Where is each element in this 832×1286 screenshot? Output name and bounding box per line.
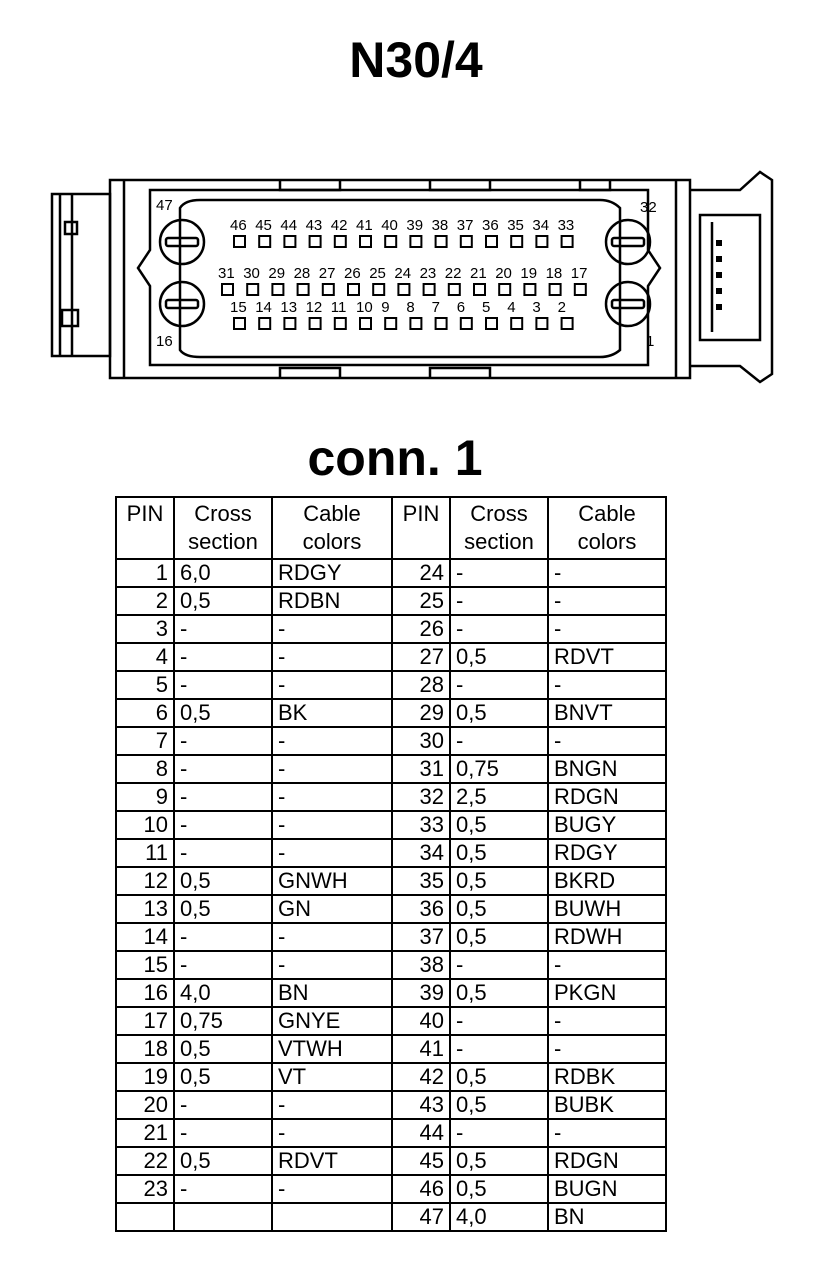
cross-section-left-cell: - bbox=[174, 1175, 272, 1203]
pin-socket bbox=[562, 318, 573, 329]
pin-socket bbox=[234, 236, 245, 247]
cross-section-right-cell: 0,5 bbox=[450, 1091, 548, 1119]
pin-right-cell: 33 bbox=[392, 811, 450, 839]
pin-number-label: 39 bbox=[406, 217, 424, 234]
cross-section-left-cell: - bbox=[174, 671, 272, 699]
pin-number-label: 26 bbox=[344, 265, 361, 282]
cable-color-left-cell: BK bbox=[272, 699, 392, 727]
pin-number-label: 12 bbox=[305, 299, 323, 316]
cable-color-right-cell: BNVT bbox=[548, 699, 666, 727]
pin-socket bbox=[499, 284, 510, 295]
pin-right-cell: 30 bbox=[392, 727, 450, 755]
pin-socket bbox=[222, 284, 233, 295]
table-row bbox=[116, 643, 666, 671]
pin-number-label: 28 bbox=[293, 265, 311, 282]
pin-socket bbox=[373, 284, 384, 295]
cable-color-right-cell: PKGN bbox=[548, 979, 666, 1007]
table-row bbox=[116, 923, 666, 951]
pin-right-cell: 44 bbox=[392, 1119, 450, 1147]
page-title: N30/4 bbox=[349, 32, 483, 88]
pin-socket bbox=[410, 318, 421, 329]
cable-color-right-cell: BNGN bbox=[548, 755, 666, 783]
pin-left-cell: 16 bbox=[116, 979, 174, 1007]
table-row bbox=[116, 951, 666, 979]
pin-number-label: 25 bbox=[369, 265, 386, 282]
pin-socket bbox=[234, 318, 245, 329]
pin-right-cell: 43 bbox=[392, 1091, 450, 1119]
cable-color-right-cell: BKRD bbox=[548, 867, 666, 895]
pin-number-label: 45 bbox=[255, 217, 272, 234]
pin-left-cell: 15 bbox=[116, 951, 174, 979]
pin-right-cell: 35 bbox=[392, 867, 450, 895]
cable-color-left-cell bbox=[272, 1203, 392, 1231]
pin-left-cell: 7 bbox=[116, 727, 174, 755]
screw-icon bbox=[606, 282, 650, 326]
table-row bbox=[116, 1175, 666, 1203]
pin-right-cell: 41 bbox=[392, 1035, 450, 1063]
cable-color-right-cell: BUGN bbox=[548, 1175, 666, 1203]
pin-number-label: 21 bbox=[470, 265, 487, 282]
pin-number-label: 18 bbox=[545, 265, 563, 282]
pin-socket bbox=[360, 236, 371, 247]
table-row bbox=[116, 615, 666, 643]
pin-left-cell bbox=[116, 1203, 174, 1231]
cross-section-left-cell: - bbox=[174, 951, 272, 979]
cross-section-left-cell: - bbox=[174, 811, 272, 839]
pin-right-cell: 38 bbox=[392, 951, 450, 979]
cable-color-left-cell: VTWH bbox=[272, 1035, 392, 1063]
pin-number-label: 22 bbox=[444, 265, 462, 282]
pin-socket bbox=[335, 236, 346, 247]
cross-section-right-cell: - bbox=[450, 1035, 548, 1063]
cable-color-left-cell: - bbox=[272, 923, 392, 951]
cross-section-right-cell: - bbox=[450, 587, 548, 615]
cable-color-right-cell: RDGN bbox=[548, 783, 666, 811]
pin-number-label: 6 bbox=[456, 299, 466, 316]
pin-right-cell: 28 bbox=[392, 671, 450, 699]
pin-number-label: 30 bbox=[243, 265, 260, 282]
pin-socket bbox=[385, 236, 396, 247]
pin-right-cell: 47 bbox=[392, 1203, 450, 1231]
cable-color-right-cell: - bbox=[548, 671, 666, 699]
cable-color-right-cell: - bbox=[548, 1119, 666, 1147]
table-header-row bbox=[116, 497, 666, 559]
pin-right-cell: 26 bbox=[392, 615, 450, 643]
pin-table bbox=[115, 496, 667, 1232]
table-row bbox=[116, 811, 666, 839]
pin-number-label: 31 bbox=[218, 265, 235, 282]
table-row bbox=[116, 1063, 666, 1091]
table-row bbox=[116, 587, 666, 615]
cross-section-left-cell: 0,5 bbox=[174, 867, 272, 895]
pin-number-label: 36 bbox=[482, 217, 499, 234]
pin-left-cell: 1 bbox=[116, 559, 174, 587]
header-cross-right: Cross section bbox=[450, 497, 548, 559]
pin-number-label: 7 bbox=[431, 299, 440, 316]
cross-section-left-cell: - bbox=[174, 1091, 272, 1119]
pin-number-label: 9 bbox=[381, 299, 390, 316]
pin-number-label: 14 bbox=[255, 299, 272, 316]
table-row bbox=[116, 1007, 666, 1035]
pin-number-label: 33 bbox=[557, 217, 575, 234]
pin-number-label: 11 bbox=[330, 299, 347, 316]
pin-socket bbox=[247, 284, 258, 295]
pin-left-cell: 13 bbox=[116, 895, 174, 923]
pin-socket bbox=[474, 284, 485, 295]
cross-section-right-cell: - bbox=[450, 559, 548, 587]
cross-section-right-cell: 0,5 bbox=[450, 1175, 548, 1203]
table-row bbox=[116, 895, 666, 923]
table-row bbox=[116, 1203, 666, 1231]
pin-number-label: 27 bbox=[318, 265, 336, 282]
cable-color-left-cell: - bbox=[272, 811, 392, 839]
header-cross-left: Cross section bbox=[174, 497, 272, 559]
cross-section-left-cell: 0,5 bbox=[174, 587, 272, 615]
cross-section-left-cell: - bbox=[174, 923, 272, 951]
pin-number-label: 46 bbox=[230, 217, 247, 234]
pin-socket bbox=[259, 318, 270, 329]
cable-color-right-cell: RDBK bbox=[548, 1063, 666, 1091]
cross-section-left-cell: 0,75 bbox=[174, 1007, 272, 1035]
table-row bbox=[116, 671, 666, 699]
pin-right-cell: 24 bbox=[392, 559, 450, 587]
cross-section-left-cell: - bbox=[174, 783, 272, 811]
pin-right-cell: 36 bbox=[392, 895, 450, 923]
pin-socket bbox=[323, 284, 334, 295]
pin-number-label: 44 bbox=[280, 217, 298, 234]
table-row bbox=[116, 1147, 666, 1175]
pin-number-label: 17 bbox=[570, 265, 588, 282]
pin-right-cell: 42 bbox=[392, 1063, 450, 1091]
screw-icon bbox=[160, 220, 204, 264]
table-row bbox=[116, 979, 666, 1007]
pin-socket bbox=[536, 318, 547, 329]
pin-socket bbox=[486, 318, 497, 329]
pin-number-label: 40 bbox=[381, 217, 398, 234]
table-row bbox=[116, 867, 666, 895]
cable-color-left-cell: RDGY bbox=[272, 559, 392, 587]
cross-section-right-cell: 0,5 bbox=[450, 895, 548, 923]
cross-section-right-cell: 0,5 bbox=[450, 1147, 548, 1175]
pin-number-label: 37 bbox=[456, 217, 474, 234]
cross-section-left-cell: - bbox=[174, 755, 272, 783]
pin-number-label: 5 bbox=[482, 299, 491, 316]
pin-socket bbox=[310, 236, 321, 247]
pin-right-cell: 46 bbox=[392, 1175, 450, 1203]
cable-color-left-cell: BN bbox=[272, 979, 392, 1007]
cross-section-right-cell: - bbox=[450, 1119, 548, 1147]
cable-color-right-cell: BN bbox=[548, 1203, 666, 1231]
cross-section-right-cell: 2,5 bbox=[450, 783, 548, 811]
cable-color-left-cell: - bbox=[272, 615, 392, 643]
cable-color-right-cell: BUBK bbox=[548, 1091, 666, 1119]
cross-section-right-cell: - bbox=[450, 671, 548, 699]
cross-section-left-cell: 0,5 bbox=[174, 1063, 272, 1091]
pin-right-cell: 32 bbox=[392, 783, 450, 811]
pin-number-label: 4 bbox=[507, 299, 516, 316]
pin-number-label: 19 bbox=[520, 265, 538, 282]
pin-left-cell: 11 bbox=[116, 839, 174, 867]
pin-right-cell: 45 bbox=[392, 1147, 450, 1175]
pin-number-label: 10 bbox=[356, 299, 373, 316]
table-row bbox=[116, 699, 666, 727]
header-pin-left: PIN bbox=[116, 497, 174, 559]
table-row bbox=[116, 1035, 666, 1063]
connector-name: conn. 1 bbox=[307, 430, 483, 486]
pin-socket bbox=[511, 236, 522, 247]
cross-section-right-cell: 0,5 bbox=[450, 923, 548, 951]
pin-socket bbox=[398, 284, 409, 295]
cable-color-right-cell: - bbox=[548, 587, 666, 615]
pin-socket bbox=[550, 284, 561, 295]
cable-color-right-cell: - bbox=[548, 1035, 666, 1063]
cross-section-right-cell: - bbox=[450, 727, 548, 755]
pin-left-cell: 19 bbox=[116, 1063, 174, 1091]
pin-left-cell: 9 bbox=[116, 783, 174, 811]
cross-section-right-cell: 0,5 bbox=[450, 867, 548, 895]
cross-section-right-cell: 4,0 bbox=[450, 1203, 548, 1231]
cable-color-left-cell: GN bbox=[272, 895, 392, 923]
pin-left-cell: 3 bbox=[116, 615, 174, 643]
pin-socket bbox=[385, 318, 396, 329]
pin-socket bbox=[511, 318, 522, 329]
cable-color-left-cell: RDVT bbox=[272, 1147, 392, 1175]
cable-color-left-cell: - bbox=[272, 755, 392, 783]
pin-socket bbox=[284, 318, 295, 329]
cross-section-right-cell: - bbox=[450, 615, 548, 643]
cable-color-right-cell: - bbox=[548, 727, 666, 755]
pin-left-cell: 2 bbox=[116, 587, 174, 615]
cable-color-left-cell: - bbox=[272, 951, 392, 979]
pin-right-cell: 31 bbox=[392, 755, 450, 783]
pin-left-cell: 5 bbox=[116, 671, 174, 699]
table-row bbox=[116, 1091, 666, 1119]
pin-right-cell: 39 bbox=[392, 979, 450, 1007]
cable-color-right-cell: - bbox=[548, 951, 666, 979]
cross-section-right-cell: - bbox=[450, 1007, 548, 1035]
cable-color-left-cell: - bbox=[272, 783, 392, 811]
pin-socket bbox=[436, 236, 447, 247]
corner-label-1: 1 bbox=[646, 333, 655, 350]
cable-color-right-cell: - bbox=[548, 615, 666, 643]
corner-label-47: 47 bbox=[156, 197, 173, 214]
cable-color-left-cell: GNYE bbox=[272, 1007, 392, 1035]
pin-socket bbox=[410, 236, 421, 247]
pin-number-label: 35 bbox=[507, 217, 524, 234]
pin-left-cell: 14 bbox=[116, 923, 174, 951]
table-row bbox=[116, 559, 666, 587]
pin-socket bbox=[272, 284, 283, 295]
header-pin-right: PIN bbox=[392, 497, 450, 559]
pin-socket bbox=[461, 318, 472, 329]
pin-number-label: 34 bbox=[532, 217, 550, 234]
cross-section-left-cell bbox=[174, 1203, 272, 1231]
pin-socket bbox=[461, 236, 472, 247]
cable-color-left-cell: - bbox=[272, 1091, 392, 1119]
header-cable-left: Cable colors bbox=[272, 497, 392, 559]
screw-icon bbox=[606, 220, 650, 264]
pin-socket bbox=[449, 284, 460, 295]
pin-socket bbox=[536, 236, 547, 247]
pin-left-cell: 21 bbox=[116, 1119, 174, 1147]
pin-socket bbox=[310, 318, 321, 329]
cable-color-right-cell: - bbox=[548, 559, 666, 587]
cable-color-left-cell: - bbox=[272, 1175, 392, 1203]
cable-color-left-cell: VT bbox=[272, 1063, 392, 1091]
corner-label-32: 32 bbox=[640, 199, 657, 216]
pin-left-cell: 20 bbox=[116, 1091, 174, 1119]
pin-right-cell: 27 bbox=[392, 643, 450, 671]
cable-color-right-cell: RDWH bbox=[548, 923, 666, 951]
pin-socket bbox=[524, 284, 535, 295]
pin-number-label: 3 bbox=[532, 299, 541, 316]
cross-section-right-cell: 0,5 bbox=[450, 811, 548, 839]
pin-number-label: 38 bbox=[431, 217, 449, 234]
pin-socket bbox=[360, 318, 371, 329]
table-row bbox=[116, 1119, 666, 1147]
cable-color-left-cell: - bbox=[272, 839, 392, 867]
cable-color-left-cell: GNWH bbox=[272, 867, 392, 895]
cross-section-left-cell: - bbox=[174, 727, 272, 755]
pin-left-cell: 23 bbox=[116, 1175, 174, 1203]
pin-left-cell: 17 bbox=[116, 1007, 174, 1035]
cross-section-right-cell: - bbox=[450, 951, 548, 979]
cross-section-left-cell: 4,0 bbox=[174, 979, 272, 1007]
pin-number-label: 24 bbox=[394, 265, 412, 282]
pin-socket bbox=[486, 236, 497, 247]
pin-right-cell: 25 bbox=[392, 587, 450, 615]
cross-section-left-cell: 0,5 bbox=[174, 1147, 272, 1175]
pin-left-cell: 6 bbox=[116, 699, 174, 727]
cable-color-left-cell: - bbox=[272, 727, 392, 755]
pin-number-label: 2 bbox=[557, 299, 566, 316]
cross-section-left-cell: - bbox=[174, 643, 272, 671]
pin-number-label: 23 bbox=[419, 265, 437, 282]
pin-left-cell: 12 bbox=[116, 867, 174, 895]
table-row bbox=[116, 727, 666, 755]
pin-left-cell: 18 bbox=[116, 1035, 174, 1063]
cross-section-right-cell: 0,75 bbox=[450, 755, 548, 783]
cable-color-left-cell: RDBN bbox=[272, 587, 392, 615]
cross-section-right-cell: 0,5 bbox=[450, 839, 548, 867]
pin-number-label: 8 bbox=[406, 299, 415, 316]
table-row bbox=[116, 755, 666, 783]
cross-section-left-cell: 0,5 bbox=[174, 1035, 272, 1063]
pin-socket bbox=[348, 284, 359, 295]
pin-socket bbox=[562, 236, 573, 247]
screw-icon bbox=[160, 282, 204, 326]
cable-color-right-cell: RDGY bbox=[548, 839, 666, 867]
pin-socket bbox=[436, 318, 447, 329]
cross-section-right-cell: 0,5 bbox=[450, 699, 548, 727]
cable-color-right-cell: - bbox=[548, 1007, 666, 1035]
pin-left-cell: 10 bbox=[116, 811, 174, 839]
cross-section-left-cell: 0,5 bbox=[174, 699, 272, 727]
pin-number-label: 13 bbox=[280, 299, 298, 316]
pin-right-cell: 34 bbox=[392, 839, 450, 867]
cable-color-left-cell: - bbox=[272, 671, 392, 699]
cable-color-right-cell: RDGN bbox=[548, 1147, 666, 1175]
pin-left-cell: 22 bbox=[116, 1147, 174, 1175]
pin-socket bbox=[575, 284, 586, 295]
cross-section-left-cell: - bbox=[174, 615, 272, 643]
cross-section-left-cell: 0,5 bbox=[174, 895, 272, 923]
pin-number-label: 15 bbox=[230, 299, 247, 316]
cross-section-left-cell: 6,0 bbox=[174, 559, 272, 587]
pin-socket bbox=[335, 318, 346, 329]
pin-number-label: 29 bbox=[268, 265, 286, 282]
table-row bbox=[116, 783, 666, 811]
pin-number-label: 43 bbox=[305, 217, 323, 234]
cable-color-right-cell: BUWH bbox=[548, 895, 666, 923]
pin-socket bbox=[259, 236, 270, 247]
pin-left-cell: 4 bbox=[116, 643, 174, 671]
cable-color-right-cell: RDVT bbox=[548, 643, 666, 671]
pin-number-label: 20 bbox=[495, 265, 512, 282]
header-cable-right: Cable colors bbox=[548, 497, 666, 559]
table-row bbox=[116, 839, 666, 867]
cross-section-right-cell: 0,5 bbox=[450, 643, 548, 671]
pin-right-cell: 29 bbox=[392, 699, 450, 727]
pin-right-cell: 37 bbox=[392, 923, 450, 951]
pin-left-cell: 8 bbox=[116, 755, 174, 783]
cable-color-right-cell: BUGY bbox=[548, 811, 666, 839]
corner-label-16: 16 bbox=[156, 333, 173, 350]
connector-diagram bbox=[0, 160, 832, 400]
pin-socket bbox=[284, 236, 295, 247]
cross-section-right-cell: 0,5 bbox=[450, 1063, 548, 1091]
cross-section-right-cell: 0,5 bbox=[450, 979, 548, 1007]
pin-right-cell: 40 bbox=[392, 1007, 450, 1035]
cable-color-left-cell: - bbox=[272, 643, 392, 671]
pin-socket bbox=[424, 284, 435, 295]
cross-section-left-cell: - bbox=[174, 839, 272, 867]
pin-number-label: 41 bbox=[356, 217, 373, 234]
cable-color-left-cell: - bbox=[272, 1119, 392, 1147]
cross-section-left-cell: - bbox=[174, 1119, 272, 1147]
pin-number-label: 42 bbox=[330, 217, 348, 234]
pin-socket bbox=[298, 284, 309, 295]
